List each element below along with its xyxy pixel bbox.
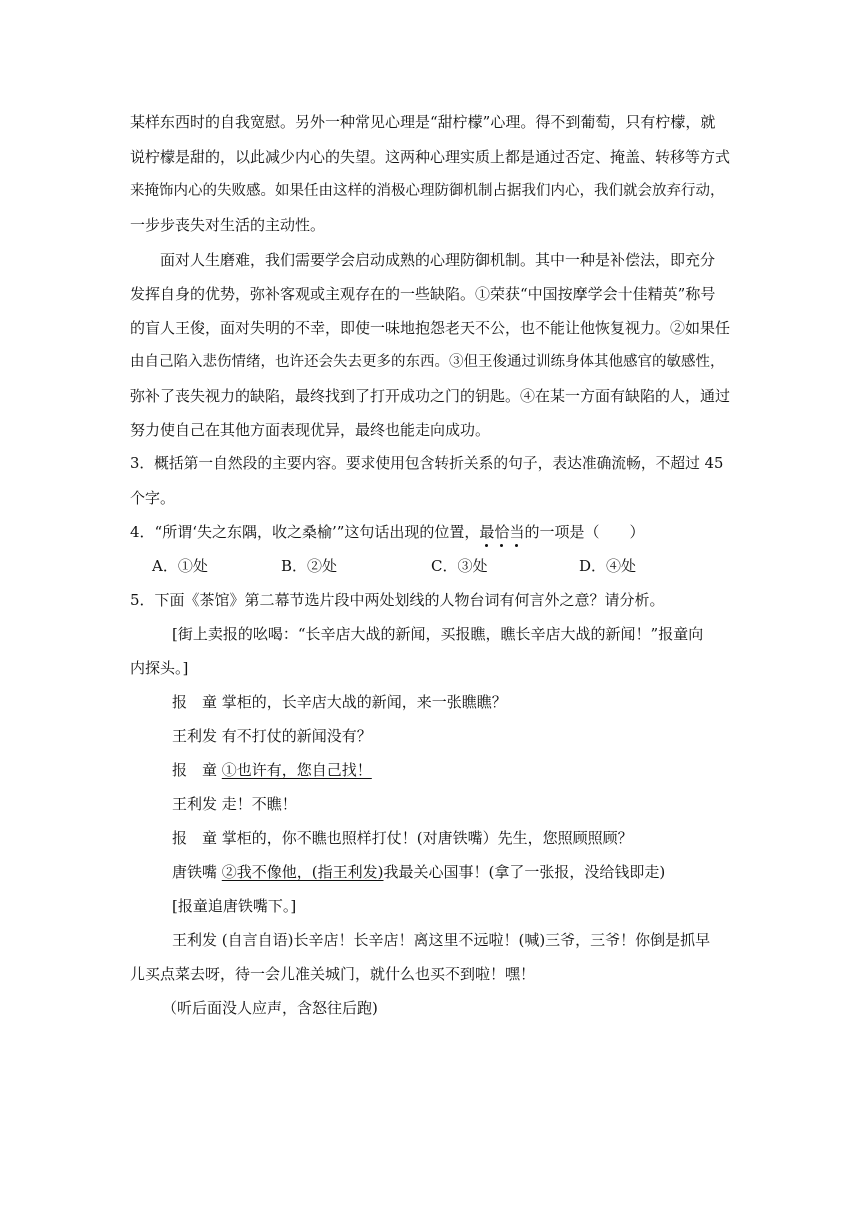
passage-p2-line4: 由自己陷入悲伤情绪，也许还会失去更多的东西。③但王俊通过训练身体其他感官的敏感性， (130, 354, 725, 370)
option-d[interactable]: D．④处 (579, 557, 637, 575)
dialogue-text: 我最关心国事！(拿了一张报，没给钱即走) (383, 863, 666, 881)
question-4-prefix: 4．“所谓‘失之东隅，收之桑榆’”这句话出现的位置， (130, 523, 480, 541)
passage-p2-line3: 的盲人王俊，面对失明的不幸，即使一味地抱怨老天不公，也不能让他恢复视力。②如果任 (130, 319, 731, 337)
emphasis-char-3: 当 (509, 523, 525, 541)
passage-p1-line3: 来掩饰内心的失败感。如果任由这样的消极心理防御机制占据我们内心，我们就会放弃行动， (130, 183, 725, 199)
passage-p2-line2: 发挥自身的优势，弥补客观或主观存在的一些缺陷。①荣获“中国按摩学会十佳精英”称号 (130, 285, 716, 303)
underlined-line-1: ①也许有，您自己找！ (221, 761, 372, 779)
dialogue-line-3 (172, 760, 730, 780)
question-3-line1: 3．概括第一自然段的主要内容。要求使用包含转折关系的句子，表达准确流畅，不超过 45 (130, 455, 724, 472)
stage-direction-3: （听后面没人应声，含怒往后跑) (162, 999, 378, 1017)
passage-p1-line4: 一步步丧失对生活的主动性。 (130, 216, 326, 234)
stage-direction-1-line2: 内探头。] (130, 659, 189, 677)
dialogue-line-7-part1: 王利发 (自言自语)长辛店！长辛店！离这里不远啦！(喊)三爷，三爷！你倒是抓早 (172, 931, 711, 949)
stage-direction-2: [报童追唐铁嘴下。] (172, 897, 297, 915)
dialogue-speaker: 唐铁嘴 (172, 863, 222, 881)
dialogue-line-7-part2: 儿买点菜去呀，待一会儿准关城门，就什么也买不到啦！嘿！ (130, 965, 536, 983)
passage-p1-line1: 某样东西时的自我宽慰。另外一种常见心理是“甜柠檬”心理。得不到葡萄，只有柠檬，就 (130, 113, 716, 131)
passage-p2-line5: 弥补了丧失视力的缺陷，最终找到了打开成功之门的钥匙。④在某一方面有缺陷的人，通过 (130, 387, 731, 405)
dialogue-speaker: 报 童 (172, 761, 222, 779)
dialogue-line-4: 王利发 走！不瞧！ (172, 795, 297, 813)
dialogue-line-1: 报 童 掌柜的，长辛店大战的新闻，来一张瞧瞧？ (172, 693, 507, 711)
passage-p2-line1: 面对人生磨难，我们需要学会启动成熟的心理防御机制。其中一种是补偿法，即充分 (160, 251, 716, 269)
question-5-stem: 5．下面《茶馆》第二幕节选片段中两处划线的人物台词有何言外之意？请分析。 (130, 591, 665, 609)
emphasis-char-1: 最 (479, 523, 495, 541)
question-4-suffix: 的一项是（ ） (524, 523, 645, 541)
stage-direction-1-line1: [街上卖报的吆喝：“长辛店大战的新闻，买报瞧，瞧长辛店大战的新闻！”报童向 (172, 625, 704, 643)
question-4-stem (130, 522, 730, 542)
passage-p2-line6: 努力使自己在其他方面表现优异，最终也能走向成功。 (130, 421, 491, 439)
option-c[interactable]: C．③处 (431, 557, 488, 575)
underlined-line-2: ②我不像他，(指王利发) (221, 863, 384, 881)
emphasis-char-2: 恰 (494, 523, 510, 541)
passage-p1-line2: 说柠檬是甜的，以此减少内心的失望。这两种心理实质上都是通过否定、掩盖、转移等方式 (130, 148, 731, 166)
dialogue-line-5: 报 童 掌柜的，你不瞧也照样打仗！(对唐铁嘴）先生，您照顾照顾？ (172, 829, 633, 847)
question-3-line2: 个字。 (130, 489, 176, 507)
option-b[interactable]: B．②处 (281, 557, 338, 575)
dialogue-line-6 (172, 862, 730, 882)
dialogue-line-2: 王利发 有不打仗的新闻没有？ (172, 727, 372, 745)
option-a[interactable]: A．①处 (152, 557, 208, 575)
